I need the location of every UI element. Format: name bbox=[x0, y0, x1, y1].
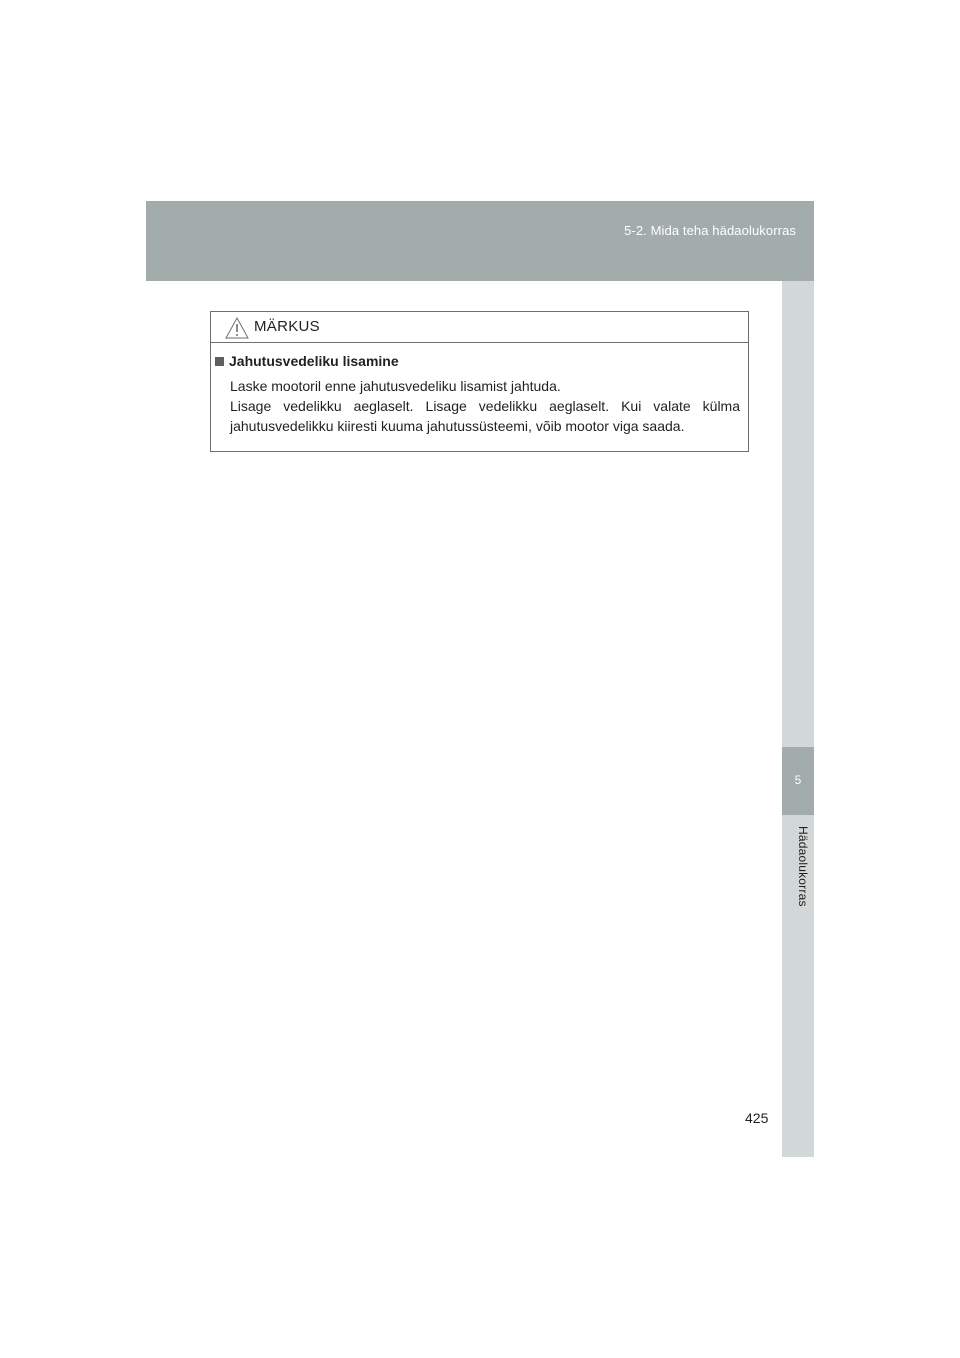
notice-paragraph-1: Laske mootoril enne jahutusvedeliku lisamist jahtuda. bbox=[230, 378, 561, 394]
chapter-number: 5 bbox=[794, 773, 802, 787]
notice-title: MÄRKUS bbox=[254, 318, 320, 335]
page-number: 425 bbox=[745, 1110, 769, 1126]
notice-box bbox=[210, 311, 749, 452]
notice-subheading bbox=[215, 353, 740, 369]
section-title: 5-2. Mida teha hädaolukorras bbox=[624, 223, 796, 238]
warning-triangle-icon bbox=[225, 317, 249, 339]
section-header-band bbox=[146, 201, 814, 281]
chapter-label: Hädaolukorras bbox=[796, 826, 810, 907]
side-thumb-strip bbox=[782, 281, 814, 1157]
notice-subheading-text: Jahutusvedeliku lisamine bbox=[229, 353, 399, 369]
notice-paragraph-2: Lisage vedelikku aeglaselt. Lisage vedelikku aeglaselt. Kui valate külma jahutusvedelikku kiiresti kuuma jahutussüsteemi, võib mootor viga saada. bbox=[230, 398, 740, 434]
notice-header bbox=[211, 312, 748, 343]
square-bullet-icon bbox=[215, 357, 224, 366]
notice-body bbox=[211, 343, 748, 436]
chapter-tab bbox=[782, 747, 814, 815]
